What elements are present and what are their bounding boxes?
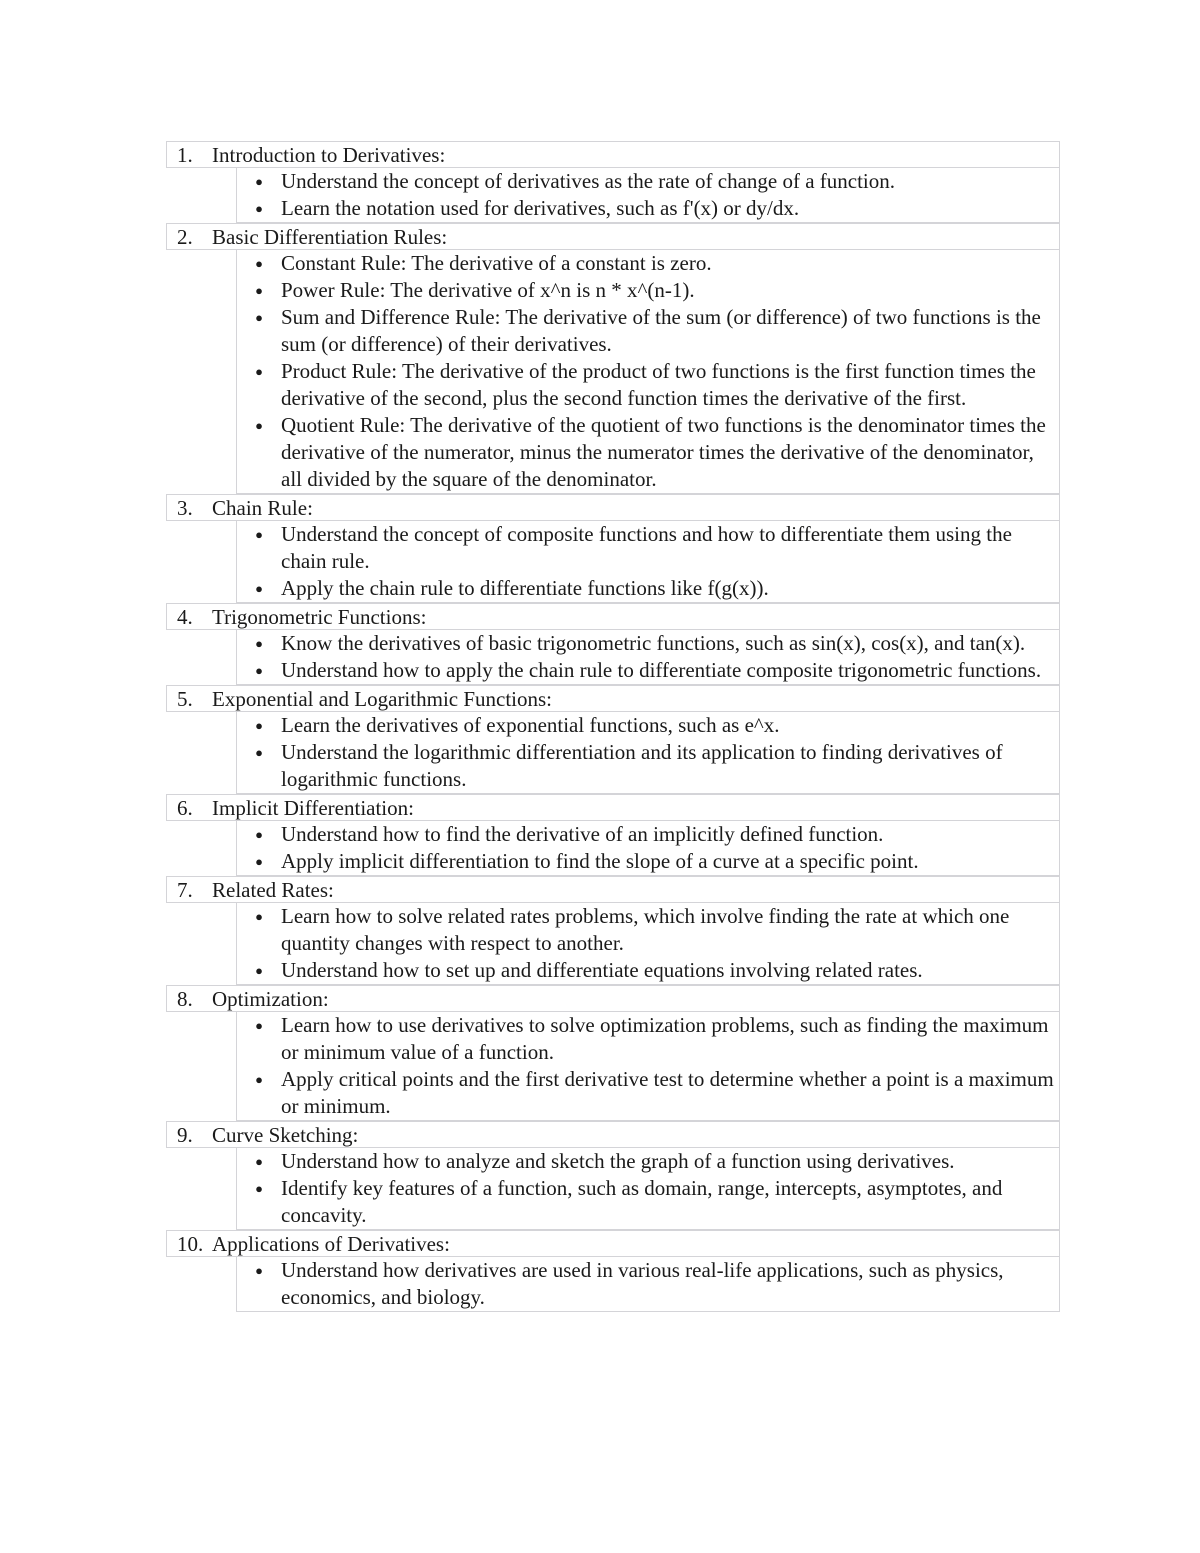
topic-title: Optimization:	[212, 987, 329, 1011]
topic-number	[167, 1122, 212, 1147]
bullet-icon: ●	[255, 1263, 263, 1278]
topic-number	[167, 142, 212, 167]
bullet-list	[237, 250, 1059, 493]
topic-number	[167, 495, 212, 520]
topic-heading	[166, 603, 1060, 630]
topic-subitems	[236, 250, 1060, 494]
bullet-list	[237, 521, 1059, 602]
list-item	[237, 521, 1059, 575]
topic-title: Basic Differentiation Rules:	[212, 225, 448, 249]
bullet-icon: ●	[255, 364, 263, 379]
bullet-icon: ●	[255, 854, 263, 869]
list-item	[237, 358, 1059, 412]
topic-section	[166, 685, 1060, 794]
list-item-text: Constant Rule: The derivative of a constant is zero.	[281, 251, 712, 275]
list-item-text: Identify key features of a function, such as domain, range, intercepts, asymptotes, and concavity.	[281, 1176, 1003, 1227]
list-item	[237, 195, 1059, 222]
bullet-icon: ●	[255, 909, 263, 924]
topic-section	[166, 223, 1060, 494]
topic-heading	[166, 685, 1060, 712]
list-item-text: Apply implicit differentiation to find the slope of a curve at a specific point.	[281, 849, 919, 873]
bullet-icon: ●	[255, 663, 263, 678]
bullet-icon: ●	[255, 201, 263, 216]
topic-number-text: 3.	[177, 496, 193, 520]
topic-number-text: 4.	[177, 605, 193, 629]
topic-number-text: 7.	[177, 878, 193, 902]
list-item-text: Apply the chain rule to differentiate functions like f(g(x)).	[281, 576, 769, 600]
bullet-icon: ●	[255, 1018, 263, 1033]
list-item	[237, 1148, 1059, 1175]
bullet-list	[237, 1257, 1059, 1311]
topic-heading	[166, 223, 1060, 250]
bullet-icon: ●	[255, 963, 263, 978]
topic-section	[166, 794, 1060, 876]
document-page	[166, 141, 1060, 1312]
bullet-icon: ●	[255, 527, 263, 542]
list-item-text: Understand how derivatives are used in various real-life applications, such as physics, economics, and biology.	[281, 1258, 1004, 1309]
topic-title: Curve Sketching:	[212, 1123, 359, 1147]
topic-number-text: 9.	[177, 1123, 193, 1147]
topic-number-text: 8.	[177, 987, 193, 1011]
topic-number-text: 6.	[177, 796, 193, 820]
topic-number-text: 1.	[177, 143, 193, 167]
list-item	[237, 1175, 1059, 1229]
list-item	[237, 168, 1059, 195]
topic-title: Related Rates:	[212, 878, 334, 902]
list-item	[237, 575, 1059, 602]
topic-heading	[166, 1121, 1060, 1148]
topic-title: Chain Rule:	[212, 496, 313, 520]
topic-subitems	[236, 630, 1060, 685]
bullet-list	[237, 712, 1059, 793]
bullet-icon: ●	[255, 310, 263, 325]
list-item-text: Understand how to find the derivative of an implicitly defined function.	[281, 822, 884, 846]
topic-subitems	[236, 1148, 1060, 1230]
list-item-text: Understand how to apply the chain rule to differentiate composite trigonometric functions.	[281, 658, 1042, 682]
bullet-icon: ●	[255, 745, 263, 760]
topic-heading	[166, 876, 1060, 903]
list-item	[237, 821, 1059, 848]
list-item-text: Know the derivatives of basic trigonometric functions, such as sin(x), cos(x), and tan(x).	[281, 631, 1026, 655]
topic-section	[166, 1121, 1060, 1230]
list-item-text: Understand the concept of derivatives as the rate of change of a function.	[281, 169, 896, 193]
list-item-text: Product Rule: The derivative of the product of two functions is the first function times the derivative of the second, plus the second function times the derivative of the first.	[281, 359, 1036, 410]
topic-section	[166, 876, 1060, 985]
list-item-text: Understand how to analyze and sketch the graph of a function using derivatives.	[281, 1149, 955, 1173]
list-item-text: Sum and Difference Rule: The derivative of the sum (or difference) of two functions is the sum (or difference) of their derivatives.	[281, 305, 1041, 356]
list-item-text: Understand the concept of composite functions and how to differentiate them using the chain rule.	[281, 522, 1012, 573]
bullet-list	[237, 903, 1059, 984]
list-item	[237, 250, 1059, 277]
list-item	[237, 848, 1059, 875]
topic-number	[167, 795, 212, 820]
list-item	[237, 1012, 1059, 1066]
topic-number	[167, 1231, 212, 1256]
list-item	[237, 739, 1059, 793]
topic-section	[166, 603, 1060, 685]
list-item	[237, 412, 1059, 493]
list-item-text: Understand how to set up and differentiate equations involving related rates.	[281, 958, 923, 982]
bullet-icon: ●	[255, 718, 263, 733]
topic-heading	[166, 141, 1060, 168]
list-item	[237, 277, 1059, 304]
topic-title: Exponential and Logarithmic Functions:	[212, 687, 553, 711]
topic-section	[166, 985, 1060, 1121]
topic-number	[167, 877, 212, 902]
topic-subitems	[236, 712, 1060, 794]
list-item	[237, 957, 1059, 984]
list-item-text: Understand the logarithmic differentiation and its application to finding derivatives of logarithmic functions.	[281, 740, 1003, 791]
topic-subitems	[236, 1257, 1060, 1312]
topic-number	[167, 686, 212, 711]
topic-number-text: 10.	[177, 1232, 204, 1256]
topic-section	[166, 494, 1060, 603]
list-item-text: Learn how to use derivatives to solve optimization problems, such as finding the maximum or minimum value of a function.	[281, 1013, 1049, 1064]
list-item	[237, 712, 1059, 739]
list-item	[237, 304, 1059, 358]
bullet-list	[237, 821, 1059, 875]
topic-title: Trigonometric Functions:	[212, 605, 427, 629]
bullet-list	[237, 168, 1059, 222]
topic-number-text: 2.	[177, 225, 193, 249]
topic-number	[167, 986, 212, 1011]
bullet-icon: ●	[255, 1181, 263, 1196]
topic-subitems	[236, 168, 1060, 223]
bullet-list	[237, 1148, 1059, 1229]
list-item-text: Apply critical points and the first derivative test to determine whether a point is a maximum or minimum.	[281, 1067, 1054, 1118]
topic-number	[167, 604, 212, 629]
bullet-icon: ●	[255, 418, 263, 433]
bullet-list	[237, 1012, 1059, 1120]
list-item-text: Power Rule: The derivative of x^n is n * x^(n-1).	[281, 278, 695, 302]
topic-heading	[166, 494, 1060, 521]
topic-section	[166, 1230, 1060, 1312]
bullet-icon: ●	[255, 256, 263, 271]
list-item-text: Learn the notation used for derivatives, such as f'(x) or dy/dx.	[281, 196, 800, 220]
bullet-icon: ●	[255, 1072, 263, 1087]
topic-heading	[166, 794, 1060, 821]
topic-section	[166, 141, 1060, 223]
list-item	[237, 903, 1059, 957]
bullet-list	[237, 630, 1059, 684]
list-item	[237, 657, 1059, 684]
topic-subitems	[236, 821, 1060, 876]
list-item	[237, 1257, 1059, 1311]
topic-subitems	[236, 521, 1060, 603]
bullet-icon: ●	[255, 283, 263, 298]
bullet-icon: ●	[255, 581, 263, 596]
topic-number-text: 5.	[177, 687, 193, 711]
list-item	[237, 1066, 1059, 1120]
topic-number	[167, 224, 212, 249]
list-item-text: Learn how to solve related rates problems, which involve finding the rate at which one quantity changes with respect to another.	[281, 904, 1010, 955]
list-item-text: Quotient Rule: The derivative of the quotient of two functions is the denominator times the derivative of the numerator, minus the numerator times the derivative of the denominator, all divided by the square of the denominator.	[281, 413, 1046, 491]
bullet-icon: ●	[255, 174, 263, 189]
topic-subitems	[236, 1012, 1060, 1121]
topic-heading	[166, 985, 1060, 1012]
bullet-icon: ●	[255, 1154, 263, 1169]
topic-title: Introduction to Derivatives:	[212, 143, 446, 167]
list-item-text: Learn the derivatives of exponential functions, such as e^x.	[281, 713, 780, 737]
topic-subitems	[236, 903, 1060, 985]
bullet-icon: ●	[255, 636, 263, 651]
list-item	[237, 630, 1059, 657]
topic-title: Implicit Differentiation:	[212, 796, 414, 820]
bullet-icon: ●	[255, 827, 263, 842]
topic-title: Applications of Derivatives:	[212, 1232, 450, 1256]
topic-heading	[166, 1230, 1060, 1257]
